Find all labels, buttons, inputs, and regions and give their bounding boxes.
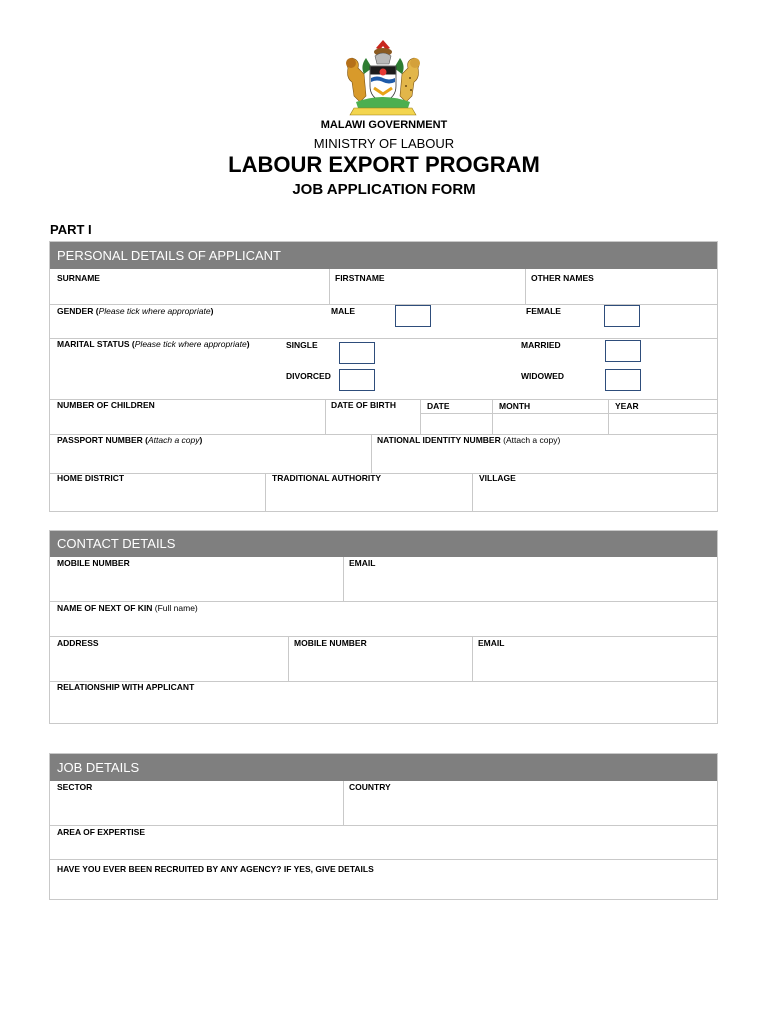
job-details-section: [49, 753, 718, 900]
surname-label: SURNAME: [57, 273, 100, 283]
other-names-label: OTHER NAMES: [531, 273, 594, 283]
address-label: ADDRESS: [57, 638, 99, 648]
married-label: MARRIED: [521, 340, 561, 350]
email-label: EMAIL: [349, 558, 376, 568]
passport-label: PASSPORT NUMBER (Attach a copy): [57, 435, 203, 445]
relationship-label: RELATIONSHIP WITH APPLICANT: [57, 682, 195, 692]
country-label: COUNTRY: [349, 782, 391, 792]
contact-details-title: CONTACT DETAILS: [50, 531, 717, 557]
female-checkbox[interactable]: [604, 305, 640, 327]
female-label: FEMALE: [526, 306, 561, 316]
personal-details-section: [49, 241, 718, 512]
contact-details-section: [49, 530, 718, 724]
traditional-authority-label: TRADITIONAL AUTHORITY: [272, 473, 382, 483]
government-heading: MALAWI GOVERNMENT: [320, 119, 448, 131]
divorced-label: DIVORCED: [286, 371, 331, 381]
kin-email-label: EMAIL: [478, 638, 505, 648]
widowed-checkbox[interactable]: [605, 369, 641, 391]
marital-status-label: MARITAL STATUS (Please tick where appropriate): [57, 339, 250, 349]
single-label: SINGLE: [286, 340, 318, 350]
male-label: MALE: [331, 306, 356, 316]
widowed-label: WIDOWED: [521, 371, 564, 381]
children-label: NUMBER OF CHILDREN: [57, 400, 155, 410]
gender-label: GENDER (Please tick where appropriate): [57, 306, 214, 316]
part-label: PART I: [50, 222, 92, 237]
job-details-title: JOB DETAILS: [50, 754, 717, 781]
recruited-label: HAVE YOU EVER BEEN RECRUITED BY ANY AGENCY? IF YES, GIVE DETAILS: [57, 864, 374, 874]
home-district-label: HOME DISTRICT: [57, 473, 125, 483]
dob-month-label: MONTH: [499, 401, 531, 411]
personal-details-title: PERSONAL DETAILS OF APPLICANT: [50, 242, 717, 269]
ministry-heading: MINISTRY OF LABOUR: [313, 136, 455, 151]
expertise-label: AREA OF EXPERTISE: [57, 827, 146, 837]
dob-label: DATE OF BIRTH: [331, 400, 397, 410]
kin-mobile-label: MOBILE NUMBER: [294, 638, 367, 648]
dob-date-label: DATE: [427, 401, 450, 411]
village-label: VILLAGE: [479, 473, 516, 483]
firstname-label: FIRSTNAME: [335, 273, 385, 283]
male-checkbox[interactable]: [395, 305, 431, 327]
next-of-kin-label: NAME OF NEXT OF KIN (Full name): [57, 603, 198, 613]
form-title: JOB APPLICATION FORM: [292, 181, 476, 198]
divorced-checkbox[interactable]: [339, 369, 375, 391]
sector-label: SECTOR: [57, 782, 93, 792]
married-checkbox[interactable]: [605, 340, 641, 362]
malawi-coat-of-arms-icon: [336, 38, 430, 118]
single-checkbox[interactable]: [339, 342, 375, 364]
program-title: LABOUR EXPORT PROGRAM: [228, 152, 540, 177]
dob-year-label: YEAR: [615, 401, 639, 411]
mobile-label: MOBILE NUMBER: [57, 558, 130, 568]
national-id-label: NATIONAL IDENTITY NUMBER (Attach a copy): [377, 435, 561, 445]
